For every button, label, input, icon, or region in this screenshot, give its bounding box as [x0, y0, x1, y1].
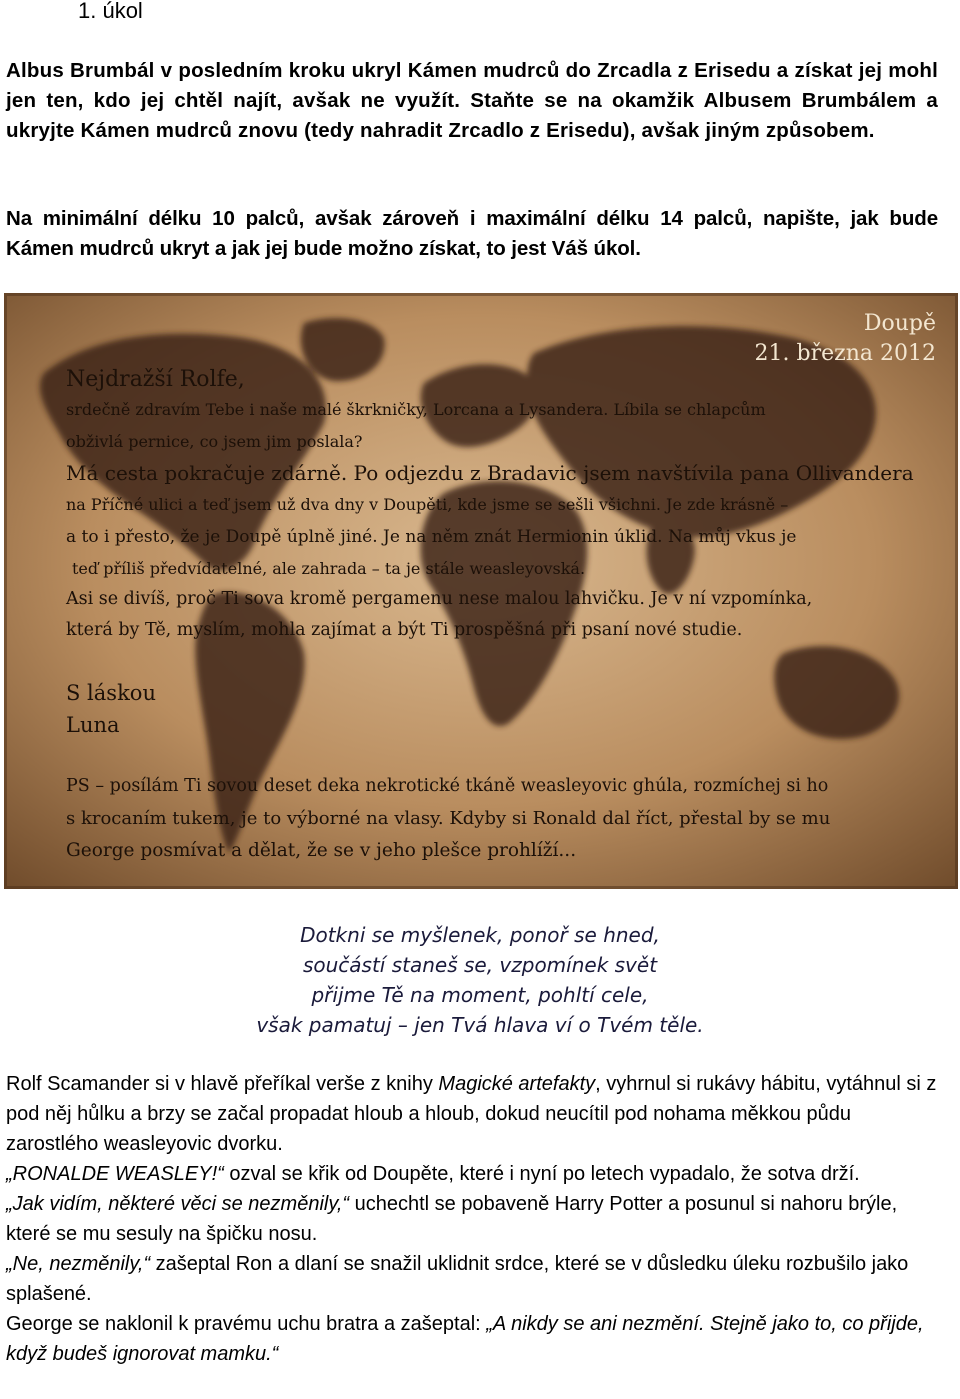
letter-line: která by Tě, myslím, mohla zajímat a být Ti prospěšná při psaní nové studie.: [66, 620, 743, 640]
letter-closing: S láskou: [66, 681, 156, 705]
letter-ps-line: PS – posílám Ti sovou deset deka nekrotické tkáně weasleyovic ghúla, rozmíchej si ho: [66, 776, 829, 796]
dialogue-quote: „Ne, nezměnily,“: [6, 1253, 151, 1275]
story-paragraph: George se naklonil k pravému uchu bratra a zašeptal: „A nikdy se ani nezmění. Stejně jako to, co přijde, když budeš ignorovat mamku.“: [6, 1313, 924, 1365]
story-text: [6, 1069, 946, 1369]
letter-line: obživlá pernice, co jsem jim poslala?: [66, 432, 363, 451]
letter-place: Doupě: [863, 311, 936, 336]
dialogue-quote: „RONALDE WEASLEY!“: [6, 1163, 224, 1185]
letter-line: teď příliš předvídatelné, ale zahrada – ta je stále weasleyovská.: [72, 559, 586, 578]
dialogue-quote: „Jak vidím, některé věci se nezměnily,“: [6, 1193, 350, 1215]
letter-line: Má cesta pokračuje zdárně. Po odjezdu z Bradavic jsem navštívila pana Ollivandera: [66, 461, 914, 485]
letter-signature: Luna: [66, 713, 120, 737]
task-paragraph-1: Albus Brumbál v posledním kroku ukryl Kámen mudrců do Zrcadla z Erisedu a získat jej mohl jen ten, kdo jej chtěl najít, avšak ne využít. Staňte se na okamžik Albusem Brumbálem a ukryjte Kámen mudrců znovu (tedy nahradit Zrcadlo z Erisedu), avšak jiným způsobem.: [6, 59, 938, 142]
letter-line: Asi se divíš, proč Ti sova kromě pergamenu nese malou lahvičku. Je v ní vzpomínka,: [66, 589, 813, 609]
poem-line: přijme Tě na moment, pohltí cele,: [311, 983, 649, 1007]
letter-map-image: [4, 293, 958, 889]
letter-line: na Příčné ulici a teď jsem už dva dny v Doupěti, kde jsme se sešli všichni. Je zde krásně –: [66, 495, 789, 514]
page-heading: 1. úkol: [78, 0, 143, 23]
book-title: Magické artefakty: [438, 1073, 596, 1095]
story-paragraph: Rolf Scamander si v hlavě přeříkal verše z knihy Magické artefakty, vyhrnul si rukávy hábitu, vytáhnul si z pod něj hůlku a brzy se začal propadat hloub a hloub, dokud neucítil pod nohama měkkou půdu zarostlého weasleyovic dvorku.: [6, 1073, 937, 1155]
poem-line: Dotkni se myšlenek, ponoř se hned,: [300, 923, 660, 947]
dialogue-quote: „A nikdy se ani nezmění. Stejně jako to, co přijde, když budeš ignorovat mamku.“: [6, 1313, 924, 1365]
letter-ps-line: George posmívat a dělat, že se v jeho plešce prohlíží...: [66, 840, 577, 861]
letter-line: Nejdražší Rolfe,: [66, 367, 245, 392]
story-paragraph: „Ne, nezměnily,“ zašeptal Ron a dlaní se snažil uklidnit srdce, které se v důsledku úleku rozbušilo jako splašené.: [6, 1253, 909, 1305]
poem-line: součástí staneš se, vzpomínek svět: [302, 953, 658, 977]
task-paragraph-2: Na minimální délku 10 palců, avšak zároveň i maximální délku 14 palců, napište, jak bude Kámen mudrců ukryt a jak jej bude možno získat, to jest Váš úkol.: [6, 207, 938, 260]
poem-line: však pamatuj – jen Tvá hlava ví o Tvém těle.: [256, 1013, 704, 1037]
letter-line: srdečně zdravím Tebe i naše malé škrkničky, Lorcana a Lysandera. Líbila se chlapcům: [66, 400, 766, 419]
letter-date: 21. března 2012: [754, 341, 936, 366]
letter-ps-line: s krocaním tukem, je to výborné na vlasy. Kdyby si Ronald dal říct, přestal by se mu: [66, 808, 831, 829]
story-paragraph: „Jak vidím, některé věci se nezměnily,“ uchechtl se pobaveně Harry Potter a posunul si nahoru brýle, které se mu sesuly na špičku nosu.: [6, 1193, 898, 1245]
letter-line: a to i přesto, že je Doupě úplně jiné. Je na něm znát Hermionin úklid. Na můj vkus je: [66, 527, 797, 547]
poem: [0, 920, 960, 1040]
story-paragraph: „RONALDE WEASLEY!“ ozval se křik od Doupěte, které i nyní po letech vypadalo, že sotva drží.: [6, 1163, 860, 1185]
